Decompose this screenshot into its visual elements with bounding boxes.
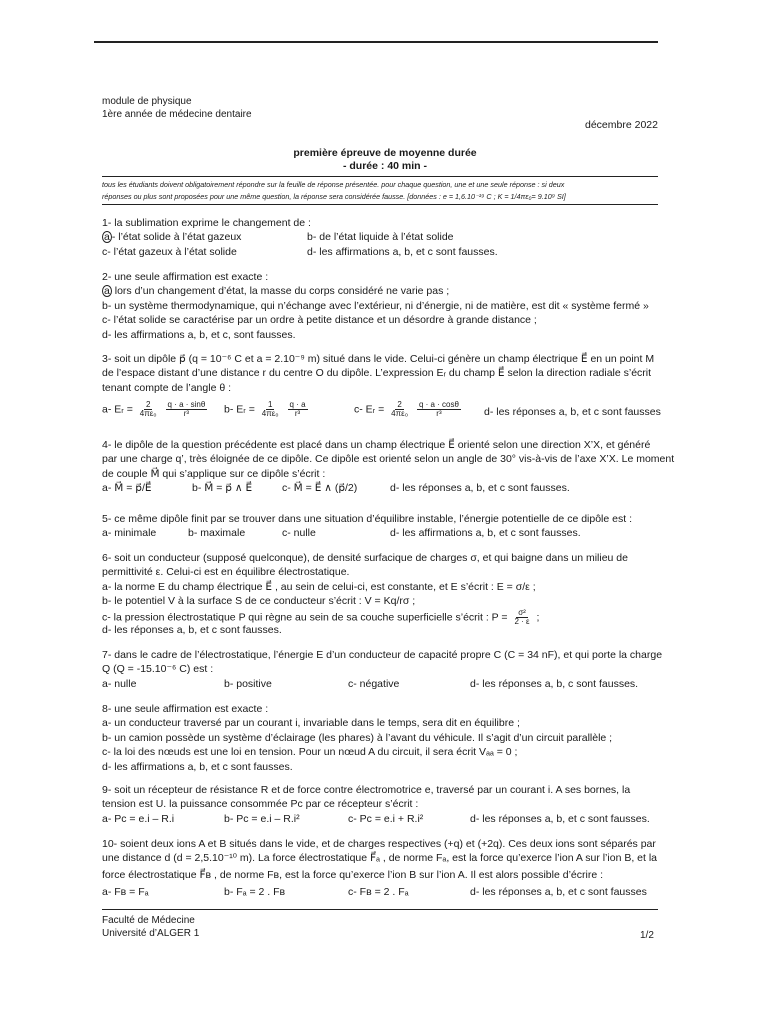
q6-option-d: d- les réponses a, b, et c sont fausses. <box>102 623 282 636</box>
q7-option-b: b- positive <box>224 677 272 690</box>
question-10-line-3: force électrostatique F⃗ʙ , de norme Fʙ, est la force qu’exerce l’ion B sur l’ion A. Il est alors possible d’écrire : <box>102 869 604 882</box>
module-label: module de physique <box>102 96 192 107</box>
question-1 <box>102 216 498 259</box>
q2-selected-circle: a <box>104 285 110 298</box>
top-rule <box>94 41 658 43</box>
question-3-line-2: de l’espace distant d’une distance r du centre O du dipôle. L’expression Eᵣ du champ E⃗ selon la direction radiale s’écrit <box>102 367 652 380</box>
question-9 <box>102 783 650 826</box>
q3-option-d: d- les réponses a, b, et c sont fausses <box>484 406 661 419</box>
q5-option-d: d- les affirmations a, b, et c sont fausses. <box>390 527 581 540</box>
question-7 <box>102 648 662 691</box>
q4-option-b: b- M⃗ = p⃗ ∧ E⃗ <box>192 482 253 495</box>
q1-option-b: b- de l’état liquide à l’état solide <box>307 231 454 244</box>
question-6 <box>102 551 628 637</box>
question-10 <box>102 837 657 900</box>
q6-option-b: b- le potentiel V à la surface S de ce conducteur s’écrit : V = Kq/rσ ; <box>102 595 416 608</box>
q7-option-d: d- les réponses a, b, c sont fausses. <box>470 677 639 690</box>
q3-option-c: c- Eᵣ = $\frac{2}{\text{4πε₀}}$ $\frac{q \cdot a \cdot \cos\theta}{\text{r³}}$ <box>354 400 459 419</box>
q2-option-d: d- les affirmations a, b, et c, sont fausses. <box>102 328 296 341</box>
q3-option-b: b- Eᵣ = $\frac{1}{\text{4πε₀}}$ $\frac{q \cdot a}{\text{r³}}$ <box>224 400 306 419</box>
question-3-line-3: tenant compte de l’angle θ : <box>102 381 232 394</box>
question-9-line-2: tension est U. la puissance consommée Pc par ce récepteur s’écrit : <box>102 798 419 811</box>
question-7-line-2: Q (Q = -15.10⁻⁶ C) est : <box>102 663 214 676</box>
q7-option-c: c- négative <box>348 677 400 690</box>
q8-option-c: c- la loi des nœuds est une loi en tension. Pour un nœud A du circuit, il sera écrit Vₐₐ = 0 ; <box>102 746 518 759</box>
q6-option-c: c- la pression électrostatique P qui règne au sein de sa couche superficielle s’écrit : P = $\frac{\text{σ²}}{2 \cdot \varepsilon}$ ; <box>102 607 540 626</box>
question-10-line-2: une distance d (d = 2,5.10⁻¹⁰ m). La force électrostatique F⃗ₐ , de norme Fₐ, est la force qu’exerce l’ion A sur l’ion B, et la <box>102 852 658 865</box>
q9-option-d: d- les réponses a, b, et c sont fausses. <box>470 812 650 825</box>
question-10-line-1: 10- soient deux ions A et B situés dans le vide, et de charges respectives (+q) et (+2q). Ces deux ions sont séparés par <box>102 838 656 850</box>
q4-option-d: d- les réponses a, b, et c sont fausses. <box>390 482 570 495</box>
q8-option-b: b- un camion possède un système d’éclairage (les phares) à l’avant du véhicule. Il s’agit d’un circuit parallèle ; <box>102 731 613 744</box>
q2-option-a: a lors d’un changement d’état, la masse du corps considéré ne varie pas ; <box>104 285 450 298</box>
q5-option-a: a- minimale <box>102 527 157 540</box>
q10-option-d: d- les réponses a, b, et c sont fausses <box>470 886 647 899</box>
question-1-stem: 1- la sublimation exprime le changement de : <box>102 217 311 229</box>
instructions-line-2: réponses ou plus sont proposées pour une même question, la réponse sera considérée fausse. [données : e = 1,6.10⁻¹⁹ C ; K = 1/4πε₀= 9.10⁹ SI] <box>102 192 566 201</box>
q1-option-a: a - l’état solide à l’état gazeux <box>104 231 242 244</box>
exam-title: première épreuve de moyenne durée <box>293 147 477 159</box>
question-5-stem: 5- ce même dipôle finit par se trouver dans une situation d’équilibre instable, l’énergie potentielle de ce dipôle est : <box>102 513 632 525</box>
q6-option-a: a- la norme E du champ électrique E⃗ , au sein de celui-ci, est constante, et E s’écrit : E = σ/ε ; <box>102 580 536 593</box>
question-4-line-3: de couple M⃗ qui s’applique sur ce dipôle s’écrit : <box>102 467 326 480</box>
question-4 <box>102 438 674 496</box>
q7-option-a: a- nulle <box>102 677 137 690</box>
question-8-stem: 8- une seule affirmation est exacte : <box>102 703 269 715</box>
q3-option-a: a- Eᵣ = $\frac{2}{\text{4πε₀}}$ $\frac{q \cdot a \cdot \sin\theta}{\text{r³}}$ <box>102 400 206 419</box>
question-9-line-1: 9- soit un récepteur de résistance R et de force contre électromotrice e, traversé par un courant i. A ses bornes, la <box>102 784 631 796</box>
question-4-line-1: 4- le dipôle de la question précédente est placé dans un champ électrique E⃗ orienté selon une direction X’X, et généré <box>102 439 651 451</box>
instructions-top-rule <box>102 176 658 177</box>
q2-option-c: c- l’état solide se caractérise par un ordre à petite distance et un désordre à grande distance ; <box>102 314 537 327</box>
question-2 <box>102 270 649 342</box>
question-3-line-1: 3- soit un dipôle p⃗ (q = 10⁻⁶ C et a = 2.10⁻⁹ m) situé dans le vide. Celui-ci génère un champ électrique E⃗ en un point M <box>102 353 655 365</box>
page-number: 1/2 <box>640 930 654 941</box>
q4-option-a: a- M⃗ = p⃗/E⃗ <box>102 482 152 495</box>
q1-selected-circle: a <box>104 231 110 244</box>
footer-rule <box>102 909 658 910</box>
question-5 <box>102 512 632 541</box>
q10-option-a: a- Fʙ = Fₐ <box>102 886 149 899</box>
question-4-line-2: par une charge q’, très éloignée de ce dipôle. Ce dipôle est orienté selon un angle de 30° vis-à-vis de l’axe X’X. Le moment <box>102 453 675 466</box>
q1-option-c: c- l’état gazeux à l’état solide <box>102 245 237 258</box>
q2-option-b: b- un système thermodynamique, qui n’échange avec l’extérieur, ni d’énergie, ni de matière, est dit « système fermé » <box>102 299 649 312</box>
question-8 <box>102 702 612 774</box>
q10-option-c: c- Fʙ = 2 . Fₐ <box>348 886 409 899</box>
question-6-line-2: permittivité ε. Celui-ci est en équilibre électrostatique. <box>102 566 350 579</box>
q5-option-c: c- nulle <box>282 527 316 540</box>
q8-option-a: a- un conducteur traversé par un courant i, invariable dans le temps, sera dit en équilibre ; <box>102 717 520 730</box>
q4-option-c: c- M⃗ = E⃗ ∧ (p⃗/2) <box>282 482 358 495</box>
q9-option-b: b- Pc = e.i – R.i² <box>224 812 300 825</box>
instructions-bottom-rule <box>102 204 658 205</box>
question-3 <box>102 352 661 421</box>
instructions-line-1: tous les étudiants doivent obligatoirement répondre sur la feuille de réponse présentée. pour chaque question, une et une seule réponse : si deux <box>102 180 565 189</box>
q10-option-b: b- Fₐ = 2 . Fʙ <box>224 886 286 899</box>
q8-option-d: d- les affirmations a, b, et c sont fausses. <box>102 760 293 773</box>
footer-faculty: Faculté de Médecine <box>102 915 195 926</box>
exam-duration: - durée : 40 min - <box>342 160 427 172</box>
q5-option-b: b- maximale <box>188 527 246 540</box>
question-6-line-1: 6- soit un conducteur (supposé quelconque), de densité surfacique de charges σ, et qui baigne dans un milieu de <box>102 552 628 564</box>
exam-date: décembre 2022 <box>585 119 658 131</box>
question-7-line-1: 7- dans le cadre de l’électrostatique, l’énergie E d’un conducteur de capacité propre C (C = 34 nF), et qui porte la charge <box>102 649 663 661</box>
year-label: 1ère année de médecine dentaire <box>102 109 252 120</box>
q1-option-d: d- les affirmations a, b, et c sont fausses. <box>307 245 498 258</box>
footer-university: Université d’ALGER 1 <box>102 928 200 939</box>
q9-option-c: c- Pc = e.i + R.i² <box>348 812 424 825</box>
question-2-stem: 2- une seule affirmation est exacte : <box>102 271 269 283</box>
q9-option-a: a- Pc = e.i – R.i <box>102 812 175 825</box>
